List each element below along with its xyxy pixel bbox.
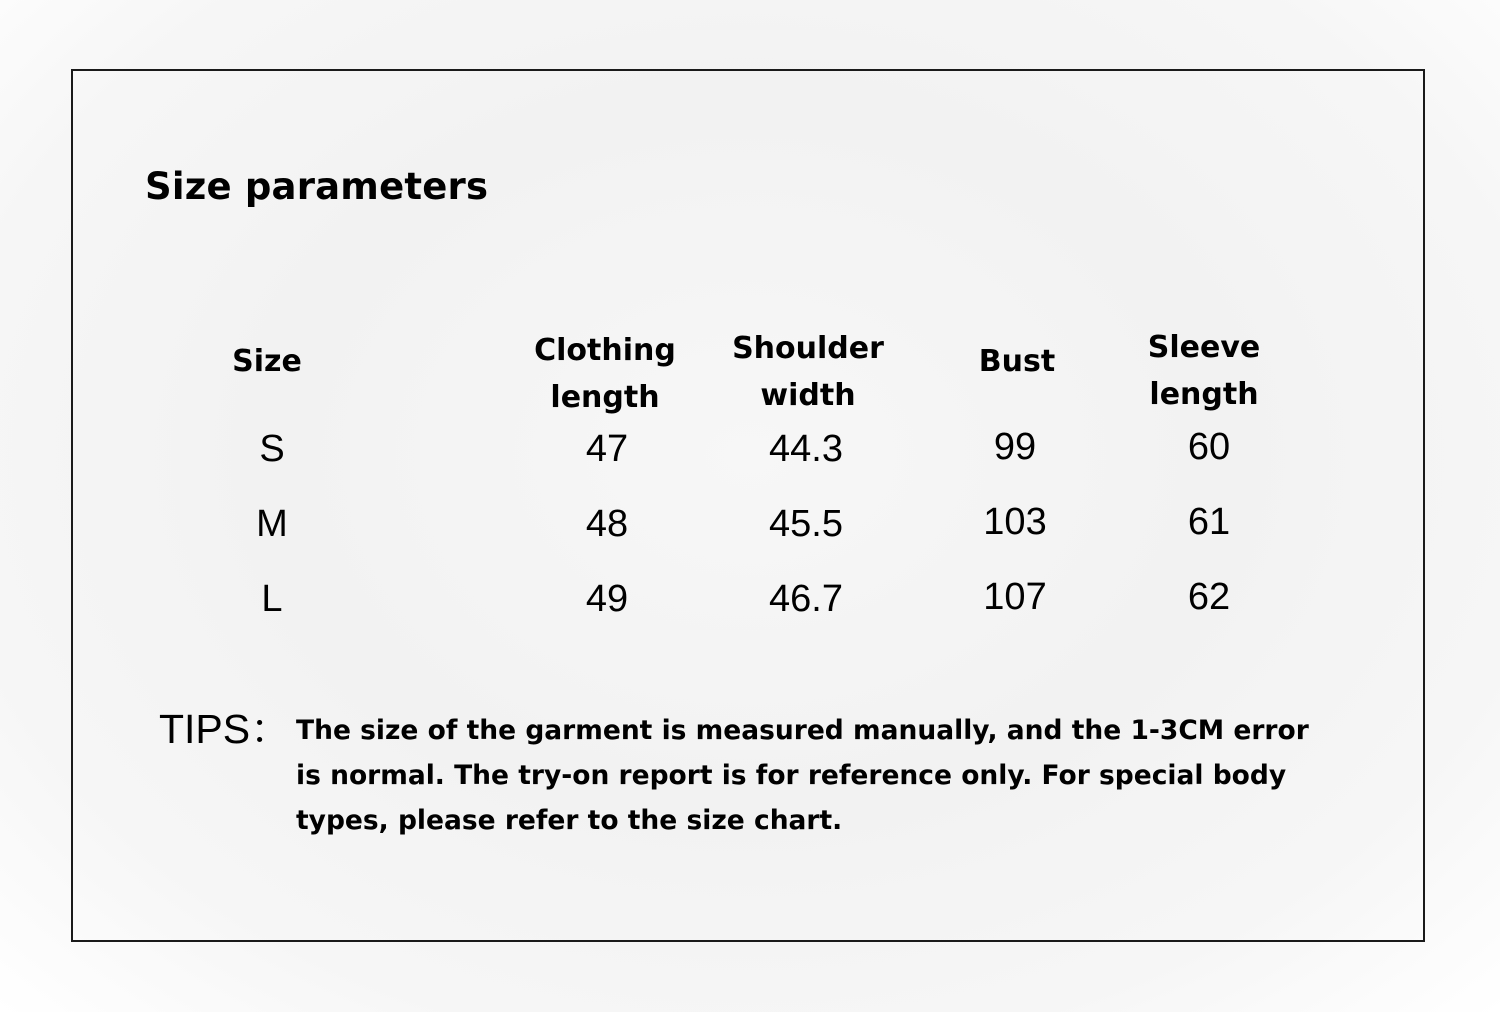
header-sleeve-length-line1: Sleeve <box>1147 330 1261 365</box>
page-title: Size parameters <box>145 165 489 208</box>
header-shoulder-width-line1: Shoulder <box>732 331 884 366</box>
cell-clothing-length-m: 48 <box>585 503 629 545</box>
tips-text: The size of the garment is measured manually, and the 1-3CM error is normal. The try-on report is for reference only. For special body types, please refer to the size chart. <box>296 715 1309 836</box>
header-shoulder-width <box>688 325 928 419</box>
header-size-label: Size <box>232 344 302 379</box>
cell-clothing-length-l: 49 <box>585 578 629 620</box>
cell-sleeve-length-s: 60 <box>1187 426 1231 468</box>
header-size <box>147 338 387 385</box>
cell-size-s: S <box>259 428 285 470</box>
header-sleeve-length-line2: length <box>1149 377 1259 412</box>
cell-size-l: L <box>261 578 283 620</box>
cell-bust-s: 99 <box>993 426 1037 468</box>
cell-clothing-length-s: 47 <box>585 428 629 470</box>
header-shoulder-width-line2: width <box>760 378 856 413</box>
header-bust-label: Bust <box>978 344 1056 379</box>
cell-shoulder-width-s: 44.3 <box>769 428 843 470</box>
cell-bust-l: 107 <box>983 576 1047 618</box>
cell-bust-m: 103 <box>983 501 1047 543</box>
header-clothing-length-line2: length <box>550 380 660 415</box>
cell-size-m: M <box>256 503 288 545</box>
cell-sleeve-length-l: 62 <box>1187 576 1231 618</box>
header-sleeve-length <box>1084 324 1324 418</box>
header-clothing-length-line1: Clothing <box>534 333 676 368</box>
cell-shoulder-width-l: 46.7 <box>769 578 843 620</box>
tips-label: TIPS： <box>159 706 292 752</box>
cell-shoulder-width-m: 45.5 <box>769 503 843 545</box>
cell-sleeve-length-m: 61 <box>1187 501 1231 543</box>
